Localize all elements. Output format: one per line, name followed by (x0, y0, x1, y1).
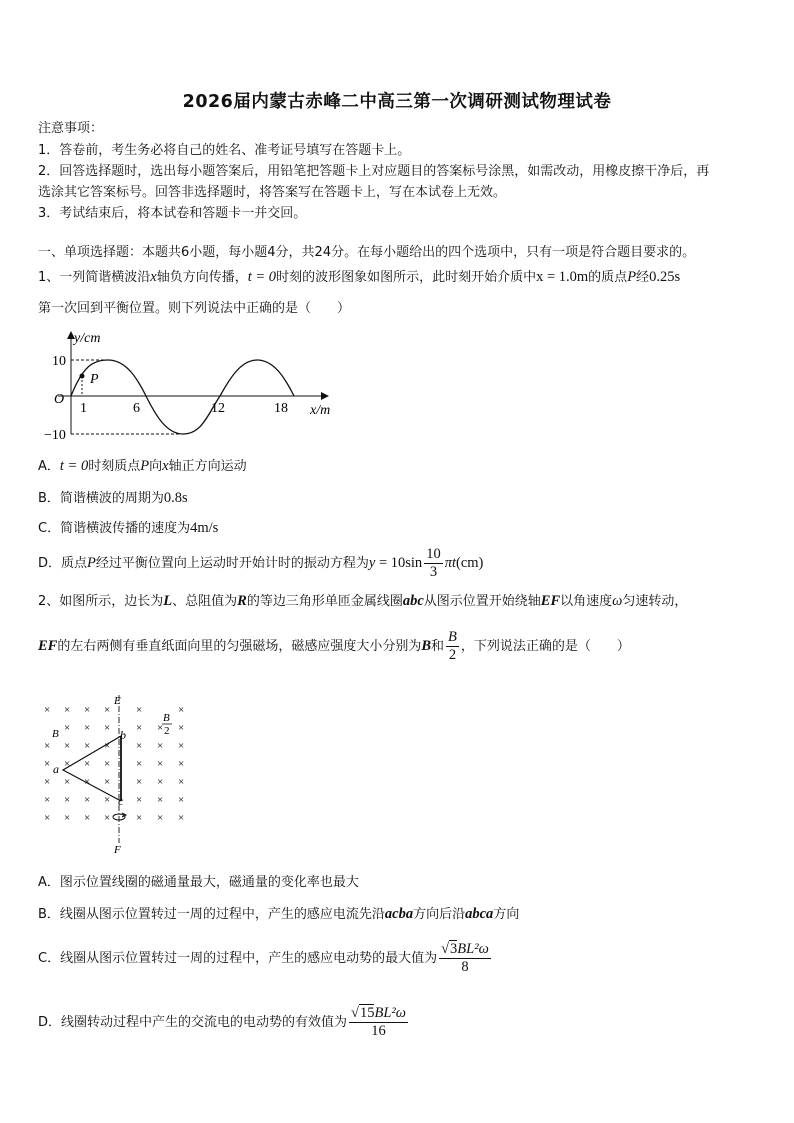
field-cross: × (104, 740, 111, 752)
q2-coil-figure (36, 693, 196, 855)
field-cross: × (136, 812, 143, 824)
label-b: b (120, 728, 126, 742)
notice-2-line-2: 选涂其它答案标号。回答非选择题时，将答案写在答题卡上，写在本试卷上无效。 (38, 185, 507, 200)
label-field-b-half-den: 2 (164, 725, 170, 737)
origin-label: O (54, 392, 65, 407)
q2-stem-line-2: EF的左右两侧有垂直纸面向里的匀强磁场，磁感应强度大小分别为B和 $\frac{B}{2}$ ，下列说法正确的是（ ） (38, 629, 630, 663)
field-cross: × (104, 794, 111, 806)
field-cross: × (84, 704, 91, 716)
field-cross: × (44, 812, 51, 824)
field-cross: × (64, 812, 71, 824)
field-cross: × (44, 794, 51, 806)
field-cross: × (84, 722, 91, 734)
field-cross: × (84, 740, 91, 752)
field-cross: × (136, 794, 143, 806)
q2-b-half-fraction: $\frac{B}{2}$ (448, 629, 457, 663)
y-tick-neg-10: −10 (44, 428, 66, 443)
field-cross: × (104, 776, 111, 788)
y-tick-10: 10 (52, 354, 66, 369)
field-cross: × (44, 776, 51, 788)
point-p-marker (80, 374, 85, 379)
field-cross: × (84, 812, 91, 824)
q1-option-c[interactable]: C．简谐横波传播的速度为4m/s (38, 520, 219, 536)
section-heading: 一、单项选择题：本题共6小题，每小题4分，共24分。在每小题给出的四个选项中，只有一项是符合题目要求的。 (38, 245, 696, 260)
x-tick-12: 12 (211, 401, 225, 416)
q2-option-b[interactable]: B．线圈从图示位置转过一周的过程中，产生的感应电流先沿acba方向后沿abca方向 (38, 906, 520, 922)
field-cross: × (64, 704, 71, 716)
notice-3: 3．考试结束后，将本试卷和答题卡一并交回。 (38, 206, 307, 221)
field-cross: × (136, 776, 143, 788)
field-cross: × (44, 740, 51, 752)
field-cross: × (157, 740, 164, 752)
field-cross: × (178, 704, 185, 716)
label-c: c (118, 794, 124, 808)
field-cross: × (64, 758, 71, 770)
field-cross: × (157, 722, 164, 734)
coil-triangle (63, 736, 121, 801)
field-cross: × (178, 740, 185, 752)
notice-2-line-1: 2．回答选择题时，选出每小题答案后，用铅笔把答题卡上对应题目的答案标号涂黑，如需改动，用橡皮擦干净后，再 (38, 164, 710, 179)
q2-stem-line-1: 2、如图所示，边长为L、总阻值为R的等边三角形单匝金属线圈abc从图示位置开始绕轴EF以角速度ω匀速转动， (38, 593, 688, 609)
label-e: E (114, 695, 121, 707)
q2-c-fraction: $\frac{\text{√3BL²ω}}{8}$ (441, 941, 489, 975)
field-cross: × (104, 722, 111, 734)
field-cross: × (64, 722, 71, 734)
field-cross: × (84, 794, 91, 806)
field-cross: × (178, 776, 185, 788)
field-cross: × (136, 740, 143, 752)
field-cross: × (136, 704, 143, 716)
wave-curve (71, 360, 294, 434)
field-cross: × (84, 776, 91, 788)
field-cross: × (84, 758, 91, 770)
q1-stem-line-2: 第一次回到平衡位置。则下列说法中正确的是（ ） (38, 301, 351, 316)
point-p-label: P (90, 372, 99, 387)
notice-1: 1．答卷前，考生务必将自己的姓名、准考证号填写在答题卡上。 (38, 143, 411, 158)
page-title: 2026届内蒙古赤峰二中高三第一次调研测试物理试卷 (182, 92, 612, 112)
field-cross: × (104, 704, 111, 716)
label-field-b-half-num: B (163, 712, 170, 724)
field-cross: × (157, 776, 164, 788)
q2-option-c[interactable]: C．线圈从图示位置转过一周的过程中，产生的感应电动势的最大值为 $\frac{\text{√3BL²ω}}{8}$ (38, 941, 489, 975)
field-cross: × (178, 794, 185, 806)
notice-heading: 注意事项： (38, 121, 104, 136)
q1-option-d[interactable]: D．质点P经过平衡位置向上运动时开始计时的振动方程为y = 10sin $\frac{10}{3}$ πt(cm) (38, 546, 484, 580)
field-cross: × (104, 758, 111, 770)
field-cross: × (157, 794, 164, 806)
field-cross: × (64, 794, 71, 806)
x-axis-label: x/m (310, 403, 331, 418)
label-a: a (53, 762, 59, 776)
field-cross: × (44, 758, 51, 770)
field-cross: × (64, 740, 71, 752)
field-cross: × (136, 722, 143, 734)
x-tick-1: 1 (80, 401, 87, 416)
x-tick-18: 18 (274, 401, 288, 416)
field-cross: × (178, 722, 185, 734)
field-cross: × (104, 812, 111, 824)
q1-d-fraction: $\frac{10}{3}$ (426, 546, 441, 580)
field-cross: × (157, 812, 164, 824)
field-cross: × (157, 758, 164, 770)
field-cross: × (178, 758, 185, 770)
q1-wave-graph (38, 326, 348, 444)
label-f: F (114, 844, 121, 855)
q1-option-a[interactable]: A．t = 0时刻质点P向x轴正方向运动 (38, 458, 247, 474)
label-field-b: B (52, 728, 59, 740)
q2-option-a[interactable]: A．图示位置线圈的磁通量最大，磁通量的变化率也最大 (38, 875, 359, 890)
y-axis-label: y/cm (74, 331, 101, 346)
field-cross: × (64, 776, 71, 788)
field-cross: × (44, 704, 51, 716)
x-tick-6: 6 (133, 401, 140, 416)
field-cross: × (178, 812, 185, 824)
q2-option-d[interactable]: D．线圈转动过程中产生的交流电的电动势的有效值为 $\frac{\text{√15BL²ω}}{16}$ (38, 1005, 406, 1039)
q1-stem-line-1: 1、一列简谐横波沿x轴负方向传播，t = 0时刻的波形图象如图所示，此时刻开始介质中x = 1.0m的质点P经0.25s (38, 269, 681, 285)
q2-d-fraction: $\frac{\text{√15BL²ω}}{16}$ (351, 1005, 406, 1039)
field-cross: × (136, 758, 143, 770)
q1-option-b[interactable]: B．简谐横波的周期为0.8s (38, 490, 188, 506)
